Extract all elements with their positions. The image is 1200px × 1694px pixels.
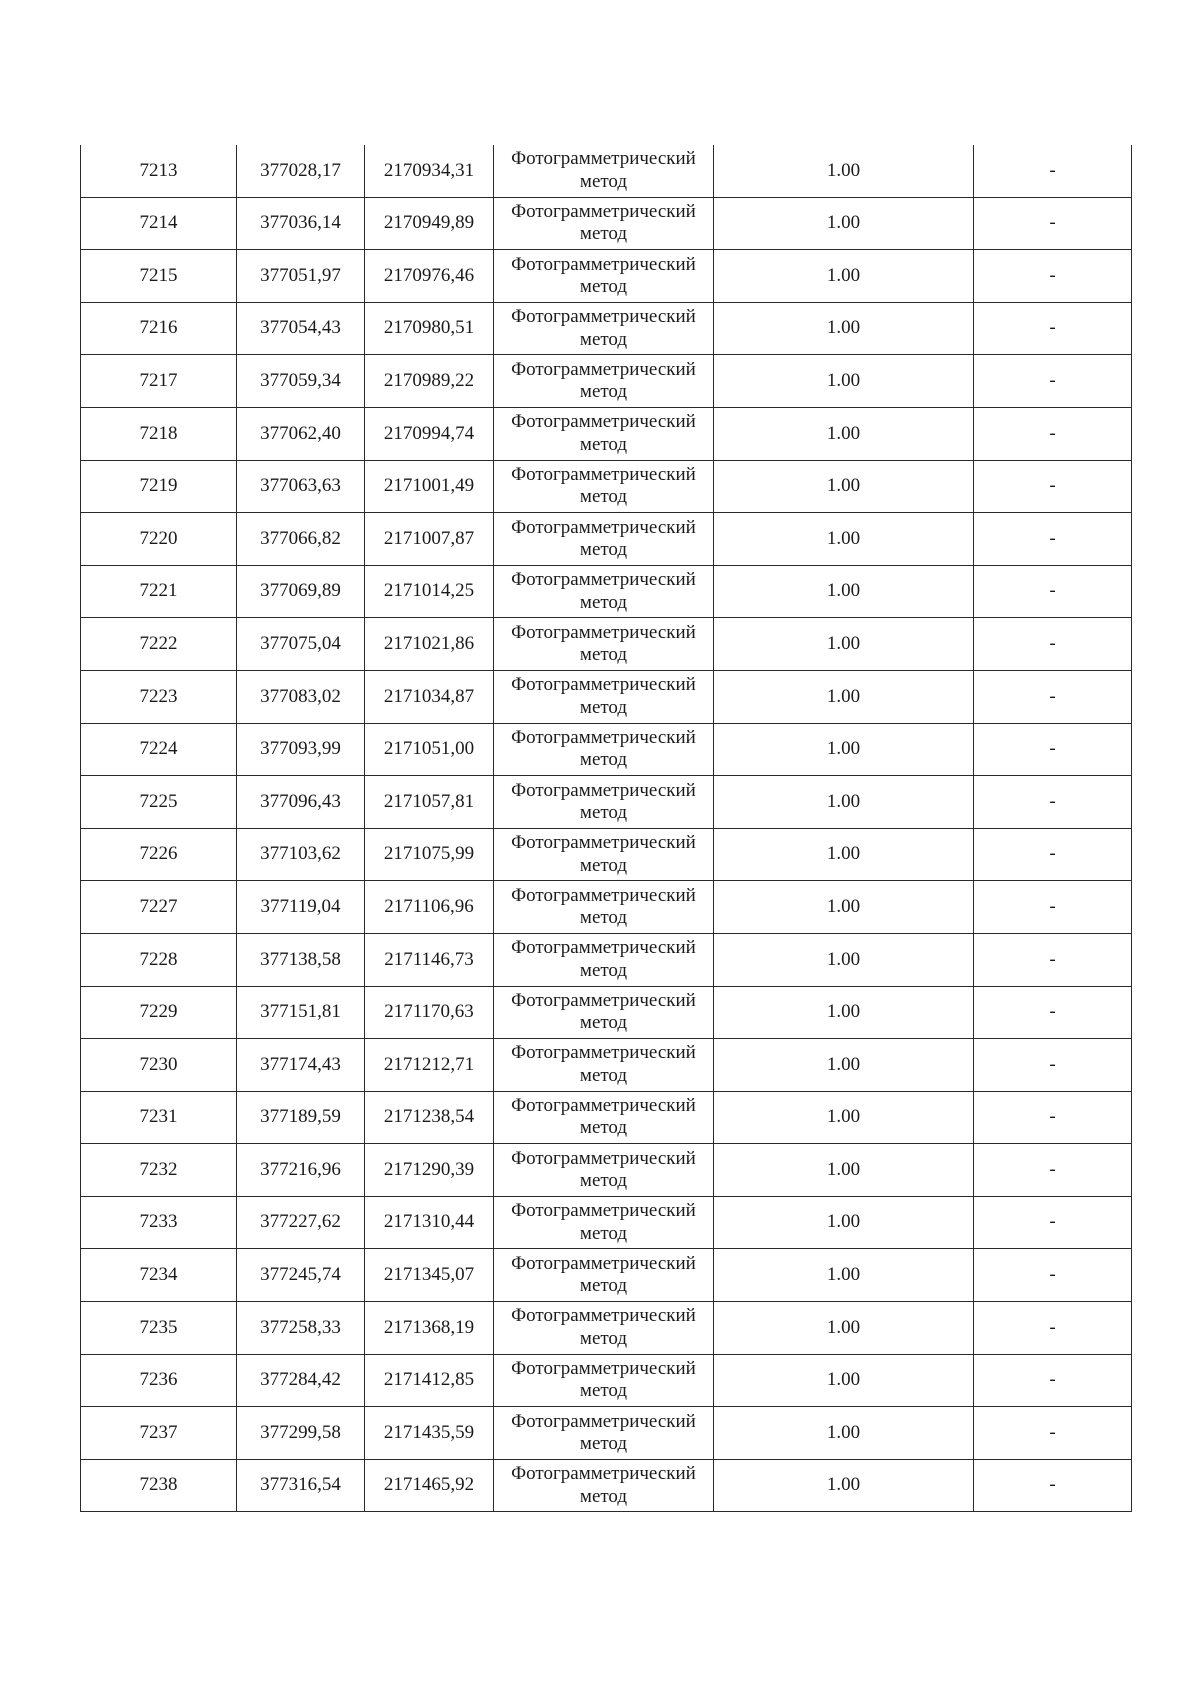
y-coordinate-cell: 2171001,49 — [365, 460, 494, 513]
point-number-cell: 7223 — [81, 670, 237, 723]
table-row — [81, 1091, 1132, 1144]
x-coordinate-cell: 377028,17 — [237, 145, 365, 197]
method-line-1: Фотограмметрический — [511, 1095, 696, 1117]
point-number-cell: 7217 — [81, 355, 237, 408]
note-cell: - — [974, 513, 1132, 566]
method-cell — [494, 1039, 714, 1092]
y-coordinate-cell: 2170949,89 — [365, 197, 494, 250]
accuracy-cell: 1.00 — [714, 1091, 974, 1144]
note-cell: - — [974, 565, 1132, 618]
method-line-2: метод — [579, 275, 628, 297]
point-number-cell: 7230 — [81, 1039, 237, 1092]
note-cell: - — [974, 407, 1132, 460]
x-coordinate-cell: 377151,81 — [237, 986, 365, 1039]
note-cell: - — [974, 145, 1132, 197]
accuracy-cell: 1.00 — [714, 828, 974, 881]
accuracy-cell: 1.00 — [714, 565, 974, 618]
x-coordinate-cell: 377093,99 — [237, 723, 365, 776]
table-row — [81, 145, 1132, 197]
accuracy-cell: 1.00 — [714, 1144, 974, 1197]
y-coordinate-cell: 2171146,73 — [365, 933, 494, 986]
accuracy-cell: 1.00 — [714, 407, 974, 460]
table-row — [81, 1196, 1132, 1249]
table-row — [81, 670, 1132, 723]
method-cell — [494, 250, 714, 303]
x-coordinate-cell: 377258,33 — [237, 1302, 365, 1355]
point-number-cell: 7228 — [81, 933, 237, 986]
note-cell: - — [974, 460, 1132, 513]
y-coordinate-cell: 2171075,99 — [365, 828, 494, 881]
method-line-2: метод — [579, 1485, 628, 1507]
note-cell: - — [974, 1354, 1132, 1407]
method-line-2: метод — [579, 749, 628, 771]
method-cell — [494, 986, 714, 1039]
method-line-2: метод — [579, 433, 628, 455]
y-coordinate-cell: 2171057,81 — [365, 776, 494, 829]
method-line-2: метод — [579, 696, 628, 718]
x-coordinate-cell: 377174,43 — [237, 1039, 365, 1092]
method-line-2: метод — [579, 1064, 628, 1086]
method-line-1: Фотограмметрический — [511, 1200, 696, 1222]
method-cell — [494, 1302, 714, 1355]
accuracy-cell: 1.00 — [714, 723, 974, 776]
method-cell — [494, 1354, 714, 1407]
method-cell — [494, 828, 714, 881]
table-row — [81, 723, 1132, 776]
y-coordinate-cell: 2171412,85 — [365, 1354, 494, 1407]
method-line-2: метод — [579, 170, 628, 192]
accuracy-cell: 1.00 — [714, 460, 974, 513]
method-line-1: Фотограмметрический — [511, 1042, 696, 1064]
x-coordinate-cell: 377316,54 — [237, 1459, 365, 1512]
method-line-1: Фотограмметрический — [511, 884, 696, 906]
method-line-1: Фотограмметрический — [511, 358, 696, 380]
accuracy-cell: 1.00 — [714, 1354, 974, 1407]
table-row — [81, 618, 1132, 671]
accuracy-cell: 1.00 — [714, 302, 974, 355]
method-line-1: Фотограмметрический — [511, 1252, 696, 1274]
x-coordinate-cell: 377054,43 — [237, 302, 365, 355]
point-number-cell: 7226 — [81, 828, 237, 881]
method-line-2: метод — [579, 644, 628, 666]
table-row — [81, 460, 1132, 513]
table-row — [81, 1249, 1132, 1302]
method-line-1: Фотограмметрический — [511, 463, 696, 485]
method-line-1: Фотограмметрический — [511, 1358, 696, 1380]
y-coordinate-cell: 2171345,07 — [365, 1249, 494, 1302]
method-line-1: Фотограмметрический — [511, 148, 696, 170]
accuracy-cell: 1.00 — [714, 776, 974, 829]
x-coordinate-cell: 377069,89 — [237, 565, 365, 618]
method-cell — [494, 1407, 714, 1460]
method-line-2: метод — [579, 854, 628, 876]
method-line-1: Фотограмметрический — [511, 832, 696, 854]
table-row — [81, 776, 1132, 829]
method-cell — [494, 1091, 714, 1144]
method-line-1: Фотограмметрический — [511, 516, 696, 538]
note-cell: - — [974, 1249, 1132, 1302]
note-cell: - — [974, 1196, 1132, 1249]
x-coordinate-cell: 377096,43 — [237, 776, 365, 829]
table-row — [81, 1407, 1132, 1460]
accuracy-cell: 1.00 — [714, 933, 974, 986]
table-row — [81, 197, 1132, 250]
x-coordinate-cell: 377075,04 — [237, 618, 365, 671]
point-number-cell: 7213 — [81, 145, 237, 197]
table-row — [81, 355, 1132, 408]
note-cell: - — [974, 1407, 1132, 1460]
y-coordinate-cell: 2171238,54 — [365, 1091, 494, 1144]
method-line-1: Фотограмметрический — [511, 621, 696, 643]
table-row — [81, 302, 1132, 355]
table-row — [81, 986, 1132, 1039]
note-cell: - — [974, 986, 1132, 1039]
method-cell — [494, 1144, 714, 1197]
method-line-2: метод — [579, 801, 628, 823]
method-line-2: метод — [579, 538, 628, 560]
note-cell: - — [974, 250, 1132, 303]
accuracy-cell: 1.00 — [714, 1039, 974, 1092]
x-coordinate-cell: 377036,14 — [237, 197, 365, 250]
x-coordinate-cell: 377299,58 — [237, 1407, 365, 1460]
note-cell: - — [974, 302, 1132, 355]
point-number-cell: 7220 — [81, 513, 237, 566]
x-coordinate-cell: 377051,97 — [237, 250, 365, 303]
x-coordinate-cell: 377063,63 — [237, 460, 365, 513]
method-line-1: Фотограмметрический — [511, 937, 696, 959]
method-line-1: Фотограмметрический — [511, 726, 696, 748]
point-number-cell: 7214 — [81, 197, 237, 250]
coordinates-table — [80, 145, 1132, 1512]
method-line-2: метод — [579, 959, 628, 981]
note-cell: - — [974, 1039, 1132, 1092]
y-coordinate-cell: 2171170,63 — [365, 986, 494, 1039]
note-cell: - — [974, 723, 1132, 776]
y-coordinate-cell: 2171051,00 — [365, 723, 494, 776]
x-coordinate-cell: 377062,40 — [237, 407, 365, 460]
x-coordinate-cell: 377059,34 — [237, 355, 365, 408]
method-line-2: метод — [579, 1117, 628, 1139]
y-coordinate-cell: 2170976,46 — [365, 250, 494, 303]
method-line-2: метод — [579, 1380, 628, 1402]
note-cell: - — [974, 1091, 1132, 1144]
method-line-2: метод — [579, 1222, 628, 1244]
method-line-1: Фотограмметрический — [511, 1463, 696, 1485]
method-line-1: Фотограмметрический — [511, 569, 696, 591]
note-cell: - — [974, 670, 1132, 723]
accuracy-cell: 1.00 — [714, 1459, 974, 1512]
accuracy-cell: 1.00 — [714, 1196, 974, 1249]
method-cell — [494, 355, 714, 408]
note-cell: - — [974, 828, 1132, 881]
x-coordinate-cell: 377216,96 — [237, 1144, 365, 1197]
accuracy-cell: 1.00 — [714, 618, 974, 671]
x-coordinate-cell: 377245,74 — [237, 1249, 365, 1302]
method-cell — [494, 407, 714, 460]
x-coordinate-cell: 377083,02 — [237, 670, 365, 723]
table-row — [81, 933, 1132, 986]
y-coordinate-cell: 2171007,87 — [365, 513, 494, 566]
method-line-2: метод — [579, 1327, 628, 1349]
point-number-cell: 7225 — [81, 776, 237, 829]
table-row — [81, 828, 1132, 881]
method-cell — [494, 565, 714, 618]
method-line-2: метод — [579, 381, 628, 403]
point-number-cell: 7227 — [81, 881, 237, 934]
method-line-2: метод — [579, 1433, 628, 1455]
y-coordinate-cell: 2170934,31 — [365, 145, 494, 197]
note-cell: - — [974, 1144, 1132, 1197]
table-row — [81, 565, 1132, 618]
method-cell — [494, 302, 714, 355]
point-number-cell: 7235 — [81, 1302, 237, 1355]
method-line-2: метод — [579, 591, 628, 613]
method-cell — [494, 460, 714, 513]
x-coordinate-cell: 377227,62 — [237, 1196, 365, 1249]
y-coordinate-cell: 2171368,19 — [365, 1302, 494, 1355]
table-row — [81, 513, 1132, 566]
coordinates-table-body — [81, 145, 1132, 1512]
method-line-1: Фотограмметрический — [511, 200, 696, 222]
method-line-2: метод — [579, 223, 628, 245]
accuracy-cell: 1.00 — [714, 986, 974, 1039]
method-line-2: метод — [579, 1275, 628, 1297]
method-line-1: Фотограмметрический — [511, 989, 696, 1011]
method-cell — [494, 197, 714, 250]
point-number-cell: 7222 — [81, 618, 237, 671]
method-cell — [494, 1196, 714, 1249]
method-line-1: Фотограмметрический — [511, 674, 696, 696]
x-coordinate-cell: 377103,62 — [237, 828, 365, 881]
method-line-1: Фотограмметрический — [511, 779, 696, 801]
table-row — [81, 1039, 1132, 1092]
accuracy-cell: 1.00 — [714, 881, 974, 934]
accuracy-cell: 1.00 — [714, 197, 974, 250]
y-coordinate-cell: 2171106,96 — [365, 881, 494, 934]
table-row — [81, 1302, 1132, 1355]
table-row — [81, 407, 1132, 460]
method-line-1: Фотограмметрический — [511, 1305, 696, 1327]
method-line-1: Фотограмметрический — [511, 306, 696, 328]
point-number-cell: 7234 — [81, 1249, 237, 1302]
point-number-cell: 7233 — [81, 1196, 237, 1249]
y-coordinate-cell: 2171310,44 — [365, 1196, 494, 1249]
table-row — [81, 1459, 1132, 1512]
x-coordinate-cell: 377284,42 — [237, 1354, 365, 1407]
point-number-cell: 7232 — [81, 1144, 237, 1197]
method-cell — [494, 723, 714, 776]
point-number-cell: 7221 — [81, 565, 237, 618]
note-cell: - — [974, 355, 1132, 408]
point-number-cell: 7236 — [81, 1354, 237, 1407]
method-cell — [494, 145, 714, 197]
x-coordinate-cell: 377189,59 — [237, 1091, 365, 1144]
y-coordinate-cell: 2170989,22 — [365, 355, 494, 408]
method-cell — [494, 1249, 714, 1302]
point-number-cell: 7218 — [81, 407, 237, 460]
note-cell: - — [974, 776, 1132, 829]
method-cell — [494, 776, 714, 829]
method-cell — [494, 618, 714, 671]
note-cell: - — [974, 881, 1132, 934]
point-number-cell: 7229 — [81, 986, 237, 1039]
accuracy-cell: 1.00 — [714, 145, 974, 197]
method-line-2: метод — [579, 486, 628, 508]
table-row — [81, 1354, 1132, 1407]
note-cell: - — [974, 1302, 1132, 1355]
method-line-2: метод — [579, 1170, 628, 1192]
y-coordinate-cell: 2171435,59 — [365, 1407, 494, 1460]
y-coordinate-cell: 2171290,39 — [365, 1144, 494, 1197]
point-number-cell: 7238 — [81, 1459, 237, 1512]
y-coordinate-cell: 2171212,71 — [365, 1039, 494, 1092]
method-line-2: метод — [579, 328, 628, 350]
note-cell: - — [974, 618, 1132, 671]
method-cell — [494, 513, 714, 566]
method-line-1: Фотограмметрический — [511, 253, 696, 275]
table-row — [81, 250, 1132, 303]
point-number-cell: 7216 — [81, 302, 237, 355]
method-line-1: Фотограмметрический — [511, 1147, 696, 1169]
note-cell: - — [974, 1459, 1132, 1512]
table-row — [81, 881, 1132, 934]
method-line-2: метод — [579, 907, 628, 929]
point-number-cell: 7219 — [81, 460, 237, 513]
x-coordinate-cell: 377138,58 — [237, 933, 365, 986]
accuracy-cell: 1.00 — [714, 250, 974, 303]
accuracy-cell: 1.00 — [714, 670, 974, 723]
point-number-cell: 7231 — [81, 1091, 237, 1144]
y-coordinate-cell: 2170994,74 — [365, 407, 494, 460]
table-row — [81, 1144, 1132, 1197]
accuracy-cell: 1.00 — [714, 1249, 974, 1302]
method-cell — [494, 881, 714, 934]
accuracy-cell: 1.00 — [714, 1407, 974, 1460]
accuracy-cell: 1.00 — [714, 355, 974, 408]
y-coordinate-cell: 2171034,87 — [365, 670, 494, 723]
accuracy-cell: 1.00 — [714, 513, 974, 566]
y-coordinate-cell: 2171021,86 — [365, 618, 494, 671]
method-cell — [494, 670, 714, 723]
point-number-cell: 7224 — [81, 723, 237, 776]
method-cell — [494, 1459, 714, 1512]
point-number-cell: 7215 — [81, 250, 237, 303]
note-cell: - — [974, 197, 1132, 250]
y-coordinate-cell: 2171014,25 — [365, 565, 494, 618]
method-cell — [494, 933, 714, 986]
y-coordinate-cell: 2170980,51 — [365, 302, 494, 355]
method-line-2: метод — [579, 1012, 628, 1034]
y-coordinate-cell: 2171465,92 — [365, 1459, 494, 1512]
accuracy-cell: 1.00 — [714, 1302, 974, 1355]
note-cell: - — [974, 933, 1132, 986]
point-number-cell: 7237 — [81, 1407, 237, 1460]
method-line-1: Фотограмметрический — [511, 411, 696, 433]
method-line-1: Фотограмметрический — [511, 1410, 696, 1432]
x-coordinate-cell: 377119,04 — [237, 881, 365, 934]
x-coordinate-cell: 377066,82 — [237, 513, 365, 566]
